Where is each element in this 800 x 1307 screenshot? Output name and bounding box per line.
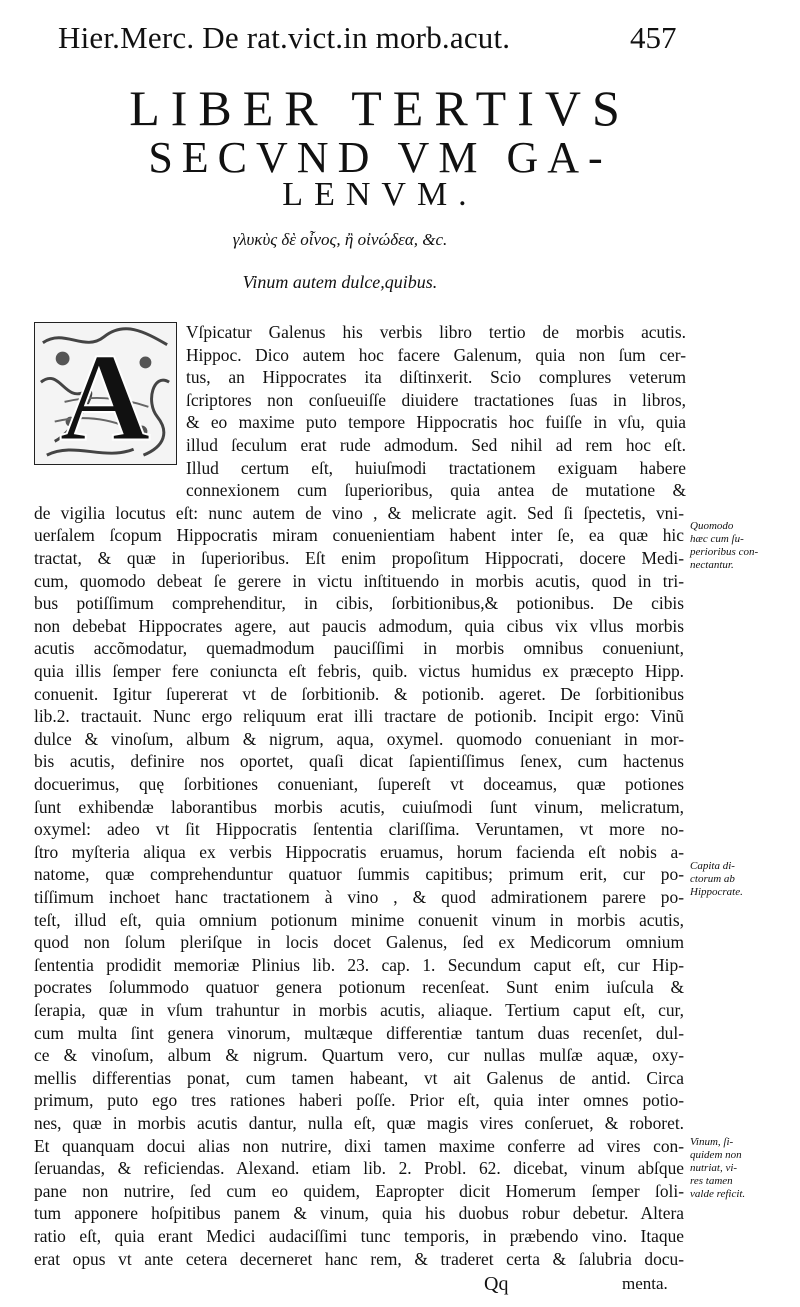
- catchword: menta.: [622, 1274, 668, 1293]
- text-line: tractat, & quæ in ſuperioribus. Eſt enim propoſitum Hippocrati, docere Medi-: [34, 548, 684, 568]
- greek-quotation: γλυκὺς δὲ οἶνος, ἢ οἰνώδεα, &c.: [232, 230, 448, 249]
- marginal-note-2: [690, 860, 798, 899]
- text-line: natome, quæ comprehenduntur quatuor ſummis capitibus; primum erit, cur po-: [34, 864, 684, 885]
- text-line: tiſſimum inchoet hanc tractationem à vino , & quod admirationem parere po-: [34, 887, 684, 907]
- marginal-note-line: quidem non: [690, 1149, 742, 1161]
- marginal-note-line: Quomodo: [690, 520, 734, 532]
- text-line: tus, an Hippocrates ita diſtinxerit. Scio complures veterum: [186, 367, 686, 388]
- text-line: illud ſeculum erat rude admodum. Sed nihil ad rem hoc eſt.: [186, 435, 686, 455]
- text-line: erat opus vt ante cetera decerneret hanc rem, & traderet certa & ſalubria docu-: [34, 1248, 684, 1269]
- text-line: lib.2. tractauit. Nunc ergo reliquum erat illi tractare de potionib. Incipit ergo: Vinũ: [34, 706, 684, 727]
- marginal-note-1: [690, 520, 798, 572]
- text-line: primum, puto ego tres rationes haberi poſſe. Prior eſt, quia inter omnes potio-: [34, 1090, 684, 1111]
- text-line: uerſalem ſcopum Hippocratis miram conuenientiam habent inter ſe, ea quæ hic: [34, 525, 684, 546]
- text-line: ſerapia, quæ in vſum trahuntur in morbis acutis, aliaque. Tertium caput eſt, cur,: [34, 1000, 684, 1020]
- decorated-initial: [34, 322, 177, 465]
- text-line: teſt, illud eſt, quia omnium potionum minime conuenit vinum in morbis acutis,: [34, 909, 684, 930]
- text-line: ſtro myſteria aliqua ex verbis Hippocratis eruamus, horum facienda eſt nobis a-: [34, 841, 684, 862]
- marginal-note-line: perioribus con-: [690, 546, 759, 558]
- text-line: non debebat Hippocrates agere, aut paucis admodum, quia cibus vix vllus morbis: [34, 615, 684, 636]
- text-line: Et quanquam docui alias non nutrire, dixi tamen maxime conferre ad vires con-: [34, 1135, 684, 1156]
- text-line: ſeruandas, & reficiendas. Alexand. etiam lib. 2. Probl. 62. dicebat, vinum abſque: [34, 1158, 684, 1179]
- text-line: connexionem cum ſuperioribus, quia antea de mutatione &: [186, 480, 686, 501]
- marginal-note-line: Capita di-: [690, 860, 735, 872]
- marginal-note-line: nutriat, vi-: [690, 1162, 738, 1174]
- text-line: conuenit. Igitur ſupererat vt de ſorbitionib. & potionib. ageret. De ſorbitionibus: [34, 683, 684, 704]
- marginal-note-line: nectantur.: [690, 559, 734, 571]
- text-line: & eo maxime puto tempore Hippocratis hoc fuiſſe in vſu, quia: [186, 412, 686, 433]
- marginal-note-line: valde reficit.: [690, 1188, 746, 1200]
- marginal-note-line: Hippocrate.: [690, 886, 743, 898]
- marginal-note-line: hæc cum ſu-: [690, 533, 744, 545]
- marginal-note-3: [690, 1136, 798, 1201]
- text-line: oxymel: adeo vt ſit Hippocratis ſententia clariſſima. Veruntamen, vt more no-: [34, 819, 684, 840]
- text-line: dulce & vinoſum, album & nigrum, aqua, oxymel. quomodo conueniant in mor-: [34, 728, 684, 749]
- text-line: bis acutis, definire nos oportet, quaſi dicat ſapientiſſimus ſenex, cum hactenus: [34, 751, 684, 772]
- text-line: ſunt exhibendæ laborantibus morbis acutis, cuiuſmodi ſunt vinum, melicratum,: [34, 796, 684, 817]
- text-line: ratio eſt, quia erant Medici audaciſſimi tunc temporis, in præbendo vino. Itaque: [34, 1226, 684, 1246]
- marginal-note-line: Vinum, ſi-: [690, 1136, 734, 1148]
- latin-lemma: Vinum autem dulce,quibus.: [242, 272, 438, 292]
- text-line: tum apponere hoſpitibus panem & vinum, quia his duobus robur debetur. Altera: [34, 1203, 684, 1224]
- text-line: quia illis ſemper fere coniuncta eſt febris, quib. victus humidus ex præcepto Hipp.: [34, 661, 684, 681]
- text-line: cum multa ſint genera vinorum, multæque differentiæ tantum duas recenſet, dul-: [34, 1022, 684, 1043]
- text-line: bus potiſſimum comprehenditur, in cibis, ſorbitionibus,& potionibus. De cibis: [34, 593, 684, 614]
- initial-letter: A: [59, 328, 151, 464]
- text-line: Hippoc. Dico autem hoc facere Galenum, quia non ſum cer-: [186, 344, 686, 365]
- book-title-line-2: SECVND VM GA-: [148, 133, 612, 182]
- signature-mark: Qq: [484, 1273, 509, 1295]
- text-line: Vſpicatur Galenus his verbis libro tertio de morbis acutis.: [186, 322, 686, 342]
- text-line: ce & vinoſum, album & nigrum. Quartum vero, cur nullas mulſæ aquæ, oxy-: [34, 1045, 684, 1066]
- text-line: ſententia prodidit memoriæ Plinius lib. 23. cap. 1. Secundum caput eſt, cur Hip-: [34, 954, 684, 975]
- text-line: cum, quomodo debeat ſe gerere in victu inſtituendo in morbis acutis, quod in tri-: [34, 570, 684, 591]
- text-line: acutis accõmodatur, quemadmodum pauciſſimi in morbis omnibus conueniunt,: [34, 638, 684, 659]
- ornamental-initial-icon: [35, 323, 176, 464]
- marginal-note-line: res tamen: [690, 1175, 733, 1187]
- text-line: pane non nutrire, ſed cum eo quidem, Eapropter dicit Homerum ſemper ſoli-: [34, 1180, 684, 1201]
- text-line: pocrates ſolummodo quatuor genera potionum recenſeat. Sunt enim iuſcula &: [34, 977, 684, 998]
- page-number: 457: [630, 20, 677, 55]
- text-line: nes, quæ in morbis acutis dantur, nulla eſt, quæ magis vires conſeruet, & roboret.: [34, 1113, 684, 1133]
- text-line: docuerimus, quę ſorbitiones conueniant, ſupereſt vt doceamus, quæ potiones: [34, 774, 684, 794]
- text-line: ſcriptores non conſueuiſſe diuidere tractationes ſuas in libros,: [186, 389, 686, 410]
- book-title-line-1: LIBER TERTIVS: [129, 80, 631, 136]
- text-line: quod non ſolum pleriſque in locis docet Galenus, ſed ex Medicorum omnium: [34, 932, 684, 953]
- book-title-line-3: LENVM.: [282, 176, 478, 213]
- text-line: Illud certum eſt, huiuſmodi tractationem exiguam habere: [186, 457, 686, 478]
- text-line: mellis differentias ponat, cum tamen habeant, vt ait Galenus de antid. Circa: [34, 1067, 684, 1088]
- running-title: Hier.Merc. De rat.vict.in morb.acut.: [58, 20, 511, 55]
- marginal-note-line: ctorum ab: [690, 873, 735, 885]
- text-line: de vigilia locutus eſt: nunc autem de vino , & melicrate agit. Sed ſi ſpectetis, vni-: [34, 502, 684, 523]
